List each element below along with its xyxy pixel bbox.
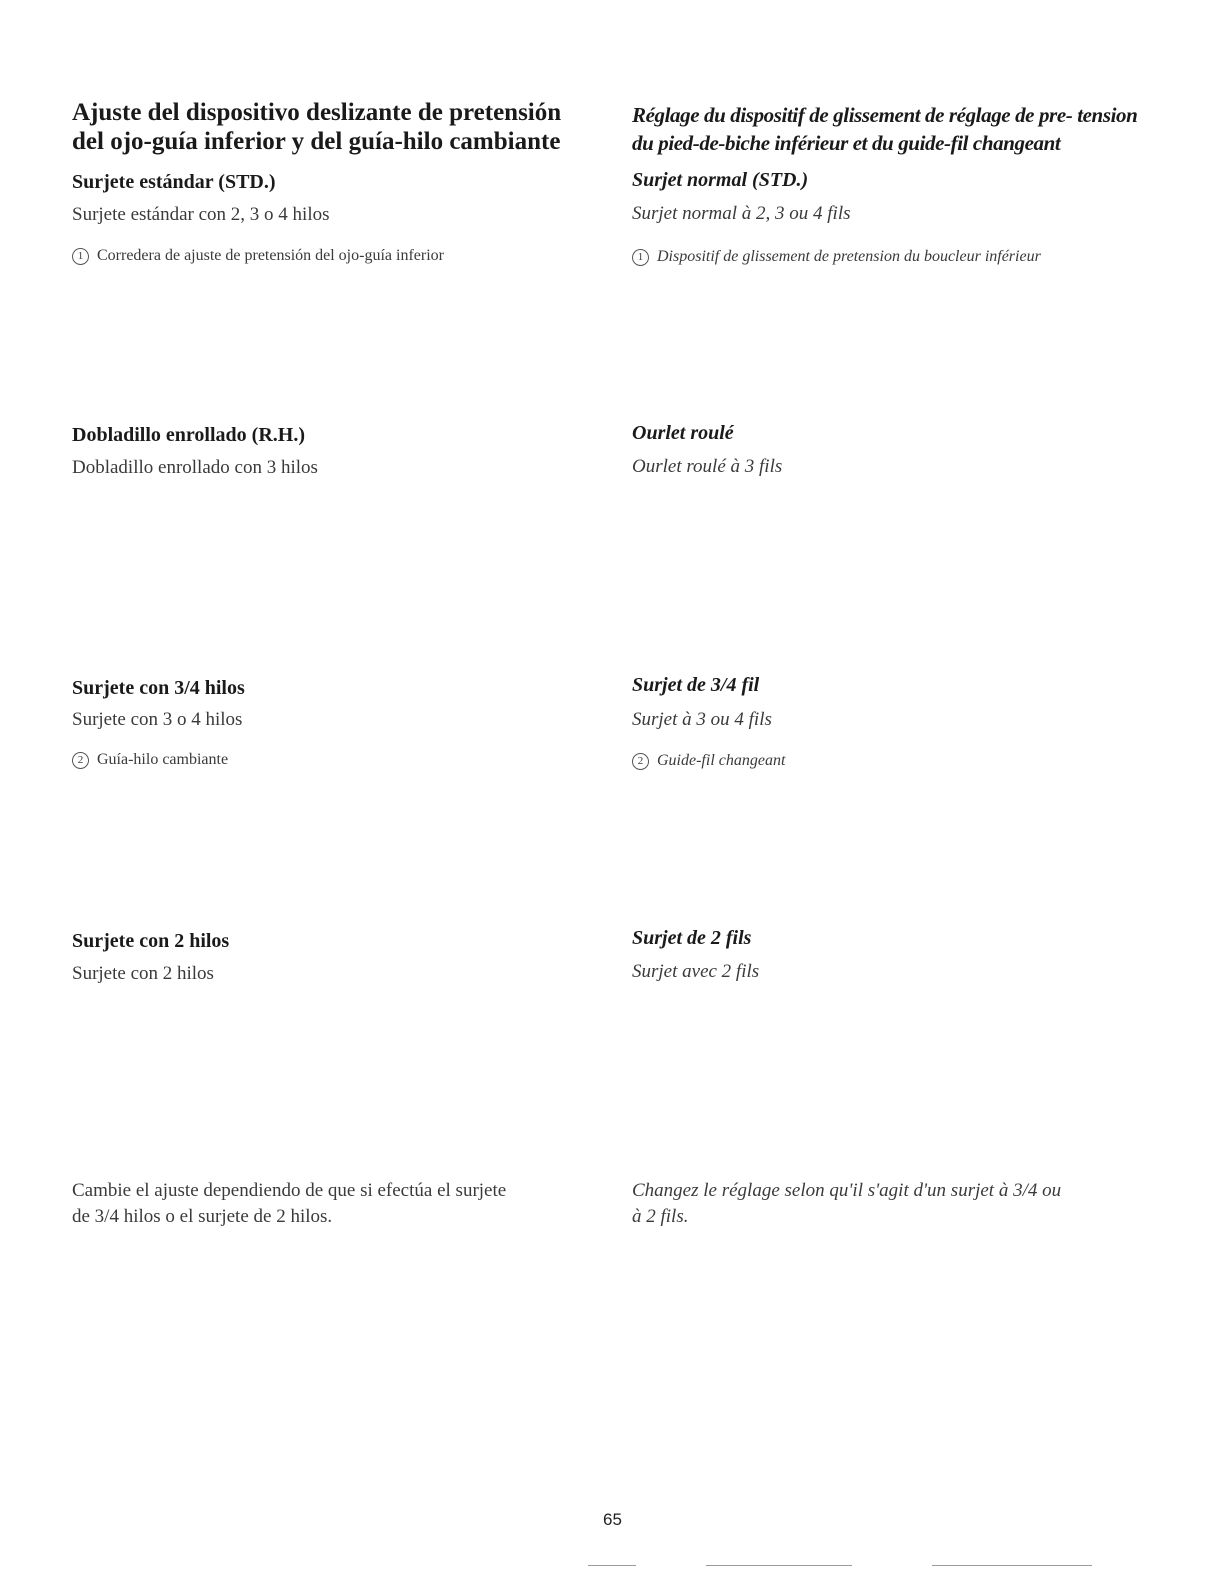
fr-h34-note: [632, 750, 1172, 772]
es-h2-heading: Surjete con 2 hilos: [72, 930, 230, 952]
fr-h2-text: Surjet avec 2 fils: [632, 961, 760, 982]
fr-change-line2: à 2 fils.: [632, 1206, 689, 1227]
es-title-line1: Ajuste del dispositivo deslizante de pretensión: [72, 99, 562, 126]
footer-divider: [588, 1565, 636, 1566]
es-std-note: [72, 245, 592, 267]
fr-h2-heading: Surjet de 2 fils: [632, 927, 752, 949]
fr-std-note: [632, 246, 1172, 268]
fr-change-paragraph: [632, 1178, 1172, 1230]
page-number: 65: [603, 1510, 622, 1529]
es-change-paragraph: [72, 1178, 592, 1230]
fr-title-line1: Réglage du dispositif de glissement de réglage de pre- tension: [632, 103, 1138, 127]
fr-title-line2: du pied-de-biche inférieur et du guide-fil changeant: [632, 131, 1061, 155]
es-std-text: Surjete estándar con 2, 3 o 4 hilos: [72, 204, 330, 225]
fr-std-heading: Surjet normal (STD.): [632, 169, 809, 191]
callout-2-icon: 2: [632, 753, 649, 770]
footer-divider: [932, 1565, 1092, 1566]
es-change-line1: Cambie el ajuste dependiendo de que si efectúa el surjete: [72, 1180, 507, 1201]
fr-h34-note-text: Guide-fil changeant: [657, 752, 786, 769]
fr-std-text: Surjet normal à 2, 3 ou 4 fils: [632, 203, 851, 224]
callout-1-icon: 1: [72, 248, 89, 265]
fr-rh-heading: Ourlet roulé: [632, 422, 734, 444]
es-title-line2: del ojo-guía inferior y del guía-hilo cambiante: [72, 128, 561, 155]
es-h2-text: Surjete con 2 hilos: [72, 963, 214, 984]
es-h34-note: [72, 749, 592, 771]
es-h34-heading: Surjete con 3/4 hilos: [72, 677, 245, 699]
callout-2-icon: 2: [72, 752, 89, 769]
es-change-line2: de 3/4 hilos o el surjete de 2 hilos.: [72, 1206, 333, 1227]
fr-title: [632, 101, 1172, 157]
es-h34-text: Surjete con 3 o 4 hilos: [72, 709, 243, 730]
fr-change-line1: Changez le réglage selon qu'il s'agit d'un surjet à 3/4 ou: [632, 1180, 1062, 1201]
es-rh-text: Dobladillo enrollado con 3 hilos: [72, 457, 318, 478]
es-rh-heading: Dobladillo enrollado (R.H.): [72, 424, 305, 446]
es-h34-note-text: Guía-hilo cambiante: [97, 751, 229, 768]
es-std-note-text: Corredera de ajuste de pretensión del ojo-guía inferior: [97, 247, 444, 264]
callout-1-icon: 1: [632, 249, 649, 266]
es-title: [72, 98, 592, 156]
fr-std-note-text: Dispositif de glissement de pretension du boucleur inférieur: [657, 248, 1041, 265]
es-std-heading: Surjete estándar (STD.): [72, 171, 276, 193]
fr-h34-heading: Surjet de 3/4 fil: [632, 674, 760, 696]
fr-rh-text: Ourlet roulé à 3 fils: [632, 456, 783, 477]
footer-divider: [706, 1565, 852, 1566]
fr-h34-text: Surjet à 3 ou 4 fils: [632, 709, 772, 730]
